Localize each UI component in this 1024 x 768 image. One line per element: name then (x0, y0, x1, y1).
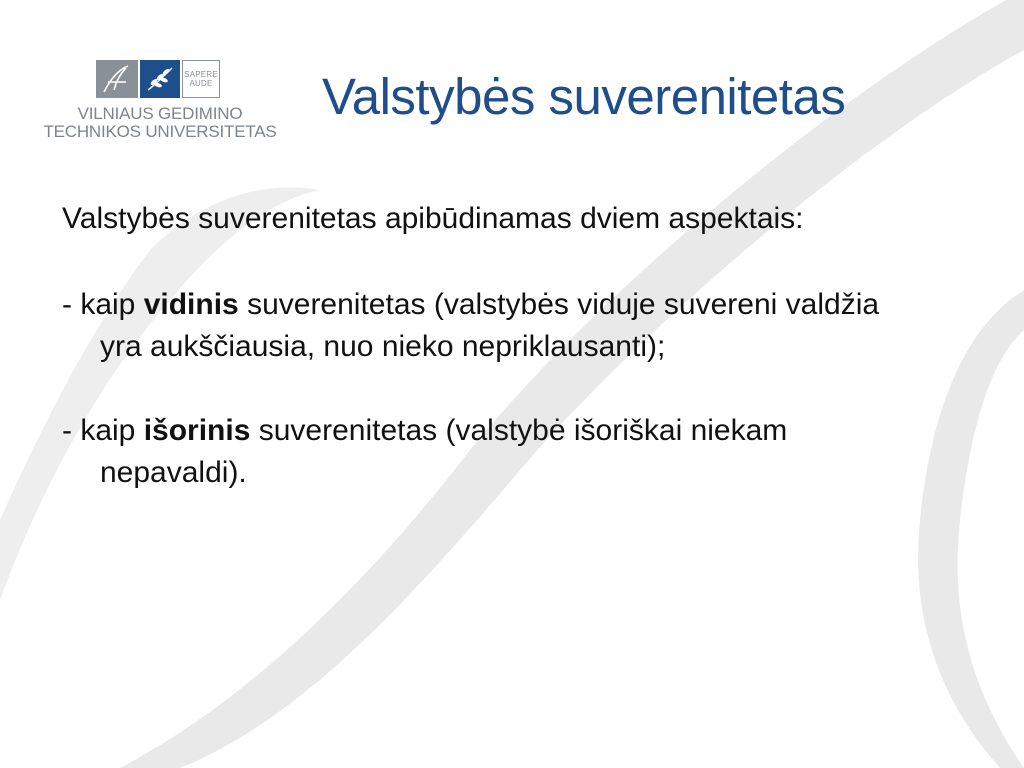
logo-motto-line2: AUDE (189, 79, 213, 88)
bullet-external-sovereignty (62, 410, 922, 494)
bullet-prefix: - kaip (62, 288, 144, 321)
slide-title: Valstybės suverenitetas (322, 68, 846, 125)
bullet-prefix: - kaip (62, 414, 144, 447)
intro-paragraph: Valstybės suverenitetas apibūdinamas dviem aspektais: (62, 202, 804, 235)
bullet-emphasis: išorinis (143, 414, 251, 447)
logo-university-name-line2: TECHNIKOS UNIVERSITETAS (43, 122, 277, 141)
logo-motto-line1: SAPERE (184, 70, 218, 79)
bullet-internal-sovereignty (62, 284, 922, 368)
slide-body (62, 198, 922, 494)
university-logo (30, 56, 290, 146)
logo-motto-tile (182, 60, 220, 98)
bullet-text: suverenitetas (valstybės viduje suvereni valdžia yra aukščiausia, nuo nieko nepriklausanti); (100, 288, 880, 363)
bullet-text: suverenitetas (valstybė išoriškai niekam nepavaldi). (100, 414, 788, 489)
bullet-emphasis: vidinis (143, 288, 239, 321)
logo-olive-branch-icon (140, 60, 180, 98)
logo-university-name-line1: VILNIAUS GEDIMINO (77, 104, 243, 123)
logo-script-mark-icon (96, 60, 138, 98)
